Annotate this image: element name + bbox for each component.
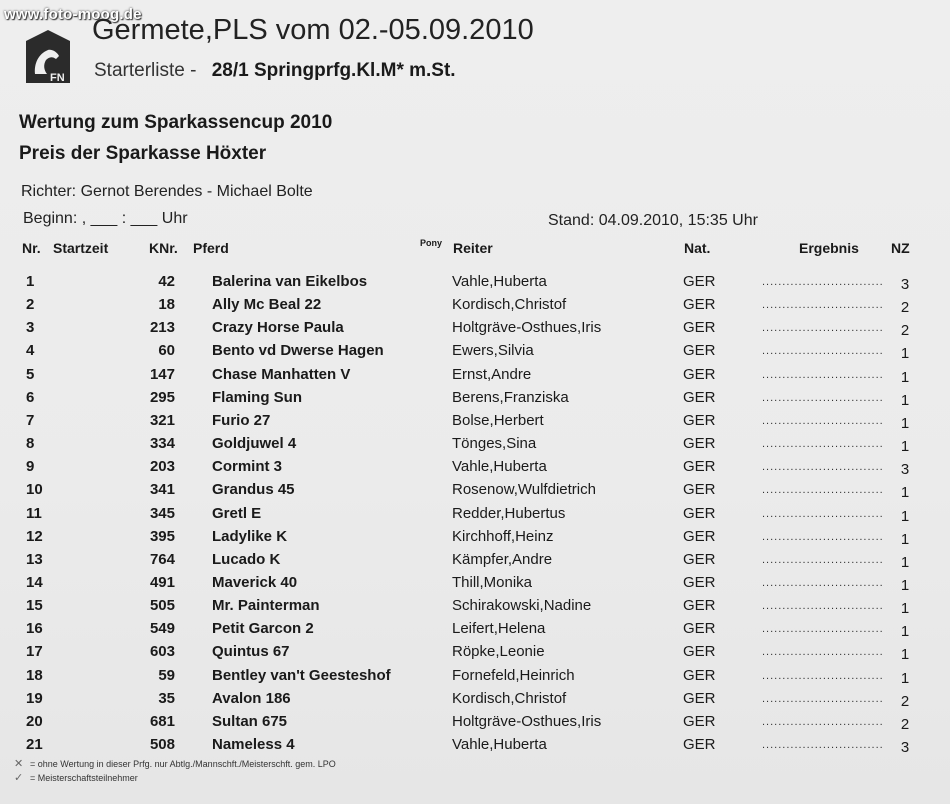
row-ergebnis-dots: .............................. <box>762 507 884 520</box>
row-reiter: Holtgräve-Osthues,Iris <box>452 319 602 337</box>
row-pferd: Grandus 45 <box>212 481 295 499</box>
row-reiter: Kämpfer,Andre <box>452 550 553 568</box>
row-nr: 4 <box>26 342 35 360</box>
row-ergebnis-dots: .............................. <box>762 391 884 404</box>
table-row <box>0 620 950 642</box>
row-pferd: Maverick 40 <box>212 573 298 591</box>
row-pferd: Quintus 67 <box>212 643 290 661</box>
row-nz: 1 <box>900 414 910 432</box>
row-pferd: Ladylike K <box>212 527 288 545</box>
row-knr: 395 <box>149 527 175 545</box>
row-nat: GER <box>683 504 716 522</box>
row-pferd: Avalon 186 <box>212 689 291 707</box>
watermark: www.foto-moog.de <box>4 6 142 23</box>
row-knr: 334 <box>149 435 175 453</box>
row-nat: GER <box>683 342 716 360</box>
row-reiter: Kirchhoff,Heinz <box>452 527 554 545</box>
col-header-ergebnis: Ergebnis <box>799 240 859 256</box>
row-pferd: Gretl E <box>212 504 262 522</box>
preis-title: Preis der Sparkasse Höxter <box>19 143 267 164</box>
col-header-nz: NZ <box>891 240 910 256</box>
row-pferd: Mr. Painterman <box>212 597 320 615</box>
row-nr: 2 <box>26 296 35 314</box>
row-nz: 3 <box>900 739 910 756</box>
row-nr: 17 <box>26 643 43 661</box>
row-nz: 1 <box>900 576 910 594</box>
row-nat: GER <box>683 597 716 615</box>
row-ergebnis-dots: .............................. <box>762 484 884 497</box>
table-row <box>0 667 950 689</box>
row-knr: 35 <box>158 689 175 707</box>
row-nz: 1 <box>900 669 910 687</box>
row-pferd: Crazy Horse Paula <box>212 319 344 337</box>
row-reiter: Tönges,Sina <box>452 435 537 453</box>
row-reiter: Leifert,Helena <box>452 620 546 638</box>
row-nr: 15 <box>26 597 43 615</box>
row-nat: GER <box>683 273 716 290</box>
col-header-reiter: Reiter <box>453 240 493 256</box>
row-nz: 1 <box>900 345 910 363</box>
table-row <box>0 389 950 411</box>
row-nr: 19 <box>26 689 43 707</box>
table-row <box>0 366 950 388</box>
table-row <box>0 273 950 295</box>
row-pferd: Balerina van Eikelbos <box>212 273 368 290</box>
col-header-pferd: Pferd <box>193 240 229 256</box>
row-knr: 345 <box>149 504 175 522</box>
row-knr: 59 <box>158 666 175 684</box>
row-nz: 1 <box>900 600 910 618</box>
col-header-nat: Nat. <box>684 240 711 256</box>
table-row <box>0 505 950 527</box>
col-header-pony: Pony <box>420 238 443 248</box>
table-row <box>0 574 950 596</box>
row-nr: 12 <box>26 527 43 545</box>
row-nr: 20 <box>26 712 43 730</box>
row-ergebnis-dots: .............................. <box>762 461 884 474</box>
row-ergebnis-dots: .............................. <box>762 739 884 751</box>
row-ergebnis-dots: .............................. <box>762 276 884 288</box>
row-knr: 18 <box>158 296 175 314</box>
row-pferd: Goldjuwel 4 <box>212 435 297 453</box>
row-ergebnis-dots: .............................. <box>762 530 884 543</box>
row-nr: 14 <box>26 573 43 591</box>
check-icon: ✓ <box>14 772 24 784</box>
row-pferd: Chase Manhatten V <box>212 365 351 383</box>
stand-line: Stand: 04.09.2010, 15:35 Uhr <box>548 212 758 229</box>
row-nz: 2 <box>900 299 910 317</box>
table-row <box>0 342 950 364</box>
row-nz: 1 <box>900 623 910 641</box>
row-nr: 3 <box>26 319 35 337</box>
table-row <box>0 643 950 665</box>
row-nr: 10 <box>26 481 43 499</box>
row-nat: GER <box>683 435 716 453</box>
row-knr: 549 <box>149 620 175 638</box>
row-pferd: Bentley van't Geesteshof <box>212 666 391 684</box>
event-title: Germete,PLS vom 02.-05.09.2010 <box>92 14 534 46</box>
row-reiter: Bolse,Herbert <box>452 411 544 429</box>
row-nat: GER <box>683 527 716 545</box>
table-row <box>0 412 950 434</box>
row-nat: GER <box>683 712 716 730</box>
row-nz: 1 <box>900 646 910 664</box>
richter-line: Richter: Gernot Berendes - Michael Bolte <box>21 183 313 200</box>
row-knr: 321 <box>149 411 175 429</box>
row-nat: GER <box>683 736 716 753</box>
table-row <box>0 296 950 318</box>
row-knr: 295 <box>149 388 175 406</box>
row-reiter: Ewers,Silvia <box>452 342 534 360</box>
row-ergebnis-dots: .............................. <box>762 553 884 566</box>
row-nz: 1 <box>900 438 910 456</box>
table-row <box>0 736 950 758</box>
col-header-knr: KNr. <box>149 240 178 256</box>
row-knr: 203 <box>149 458 175 476</box>
row-ergebnis-dots: .............................. <box>762 438 884 451</box>
starter-line <box>94 60 456 82</box>
row-nz: 3 <box>900 461 910 479</box>
legend-item <box>14 757 336 770</box>
row-knr: 147 <box>149 365 175 383</box>
class-name: 28/1 Springprfg.Kl.M* m.St. <box>211 60 456 81</box>
row-nz: 3 <box>900 276 910 293</box>
table-row <box>0 435 950 457</box>
row-pferd: Ally Mc Beal 22 <box>212 296 322 314</box>
row-reiter: Kordisch,Christof <box>452 689 567 707</box>
row-pferd: Furio 27 <box>212 411 271 429</box>
row-nr: 8 <box>26 435 35 453</box>
row-nr: 5 <box>26 365 35 383</box>
row-ergebnis-dots: .............................. <box>762 322 884 335</box>
fn-logo-icon <box>22 27 74 87</box>
row-knr: 491 <box>149 573 175 591</box>
row-knr: 508 <box>149 736 175 753</box>
row-ergebnis-dots: .............................. <box>762 576 884 589</box>
row-nat: GER <box>683 481 716 499</box>
table-row <box>0 551 950 573</box>
beginn-line: Beginn: , ___ : ___ Uhr <box>23 210 188 227</box>
row-ergebnis-dots: .............................. <box>762 414 884 427</box>
row-nr: 6 <box>26 388 35 406</box>
legend-item <box>14 771 138 784</box>
row-nr: 11 <box>26 504 42 522</box>
row-knr: 60 <box>158 342 175 360</box>
col-header-startzeit: Startzeit <box>53 240 109 256</box>
row-nz: 1 <box>900 507 910 525</box>
table-row <box>0 528 950 550</box>
row-nr: 1 <box>26 273 35 290</box>
cross-icon: ✕ <box>14 758 24 770</box>
row-ergebnis-dots: .............................. <box>762 646 884 659</box>
legend-text: = Meisterschaftsteilnehmer <box>30 773 138 783</box>
row-nz: 2 <box>900 322 910 340</box>
row-ergebnis-dots: .............................. <box>762 345 884 358</box>
row-pferd: Petit Garcon 2 <box>212 620 314 638</box>
row-reiter: Berens,Franziska <box>452 388 569 406</box>
row-nat: GER <box>683 296 716 314</box>
row-knr: 603 <box>149 643 175 661</box>
row-nat: GER <box>683 550 716 568</box>
row-reiter: Kordisch,Christof <box>452 296 567 314</box>
row-nat: GER <box>683 573 716 591</box>
row-nat: GER <box>683 365 716 383</box>
row-reiter: Fornefeld,Heinrich <box>452 666 575 684</box>
row-pferd: Cormint 3 <box>212 458 283 476</box>
row-reiter: Thill,Monika <box>452 573 533 591</box>
row-nz: 1 <box>900 391 910 409</box>
row-pferd: Sultan 675 <box>212 712 288 730</box>
table-row <box>0 690 950 712</box>
row-reiter: Ernst,Andre <box>452 365 532 383</box>
row-knr: 505 <box>149 597 175 615</box>
table-row <box>0 597 950 619</box>
row-reiter: Vahle,Huberta <box>452 458 547 476</box>
row-pferd: Bento vd Dwerse Hagen <box>212 342 384 360</box>
row-knr: 213 <box>149 319 175 337</box>
row-nr: 9 <box>26 458 35 476</box>
row-nat: GER <box>683 666 716 684</box>
row-nz: 1 <box>900 368 910 386</box>
row-nat: GER <box>683 319 716 337</box>
row-ergebnis-dots: .............................. <box>762 368 884 381</box>
legend-text: = ohne Wertung in dieser Prfg. nur Abtlg./Mannschft./Meisterschft. gem. LPO <box>30 759 336 769</box>
table-row <box>0 713 950 735</box>
row-nr: 21 <box>26 736 43 753</box>
wertung-title: Wertung zum Sparkassencup 2010 <box>19 112 333 133</box>
table-row <box>0 319 950 341</box>
row-nat: GER <box>683 643 716 661</box>
row-nr: 16 <box>26 620 43 638</box>
row-ergebnis-dots: .............................. <box>762 715 884 728</box>
row-reiter: Vahle,Huberta <box>452 273 547 290</box>
row-ergebnis-dots: .............................. <box>762 692 884 705</box>
row-nat: GER <box>683 620 716 638</box>
row-reiter: Redder,Hubertus <box>452 504 566 522</box>
row-reiter: Vahle,Huberta <box>452 736 547 753</box>
table-row <box>0 481 950 503</box>
row-pferd: Nameless 4 <box>212 736 295 753</box>
row-reiter: Rosenow,Wulfdietrich <box>452 481 596 499</box>
row-nz: 2 <box>900 715 910 733</box>
row-ergebnis-dots: .............................. <box>762 669 884 682</box>
logo-text: FN <box>50 72 65 84</box>
row-reiter: Schirakowski,Nadine <box>452 597 592 615</box>
starter-label: Starterliste - <box>94 60 197 81</box>
row-nat: GER <box>683 388 716 406</box>
row-nr: 7 <box>26 411 35 429</box>
row-nz: 2 <box>900 692 910 710</box>
row-pferd: Flaming Sun <box>212 388 302 406</box>
row-nz: 1 <box>900 553 910 571</box>
row-reiter: Röpke,Leonie <box>452 643 545 661</box>
row-knr: 764 <box>149 550 175 568</box>
table-row <box>0 458 950 480</box>
row-nz: 1 <box>900 484 910 502</box>
row-nr: 18 <box>26 666 43 684</box>
row-pferd: Lucado K <box>212 550 281 568</box>
row-ergebnis-dots: .............................. <box>762 600 884 613</box>
row-ergebnis-dots: .............................. <box>762 623 884 636</box>
row-nat: GER <box>683 689 716 707</box>
row-reiter: Holtgräve-Osthues,Iris <box>452 712 602 730</box>
row-ergebnis-dots: .............................. <box>762 299 884 312</box>
row-knr: 341 <box>149 481 175 499</box>
row-nz: 1 <box>900 530 910 548</box>
row-nat: GER <box>683 458 716 476</box>
row-nat: GER <box>683 411 716 429</box>
col-header-nr: Nr. <box>22 240 41 256</box>
row-knr: 681 <box>149 712 175 730</box>
row-nr: 13 <box>26 550 43 568</box>
row-knr: 42 <box>158 273 175 290</box>
